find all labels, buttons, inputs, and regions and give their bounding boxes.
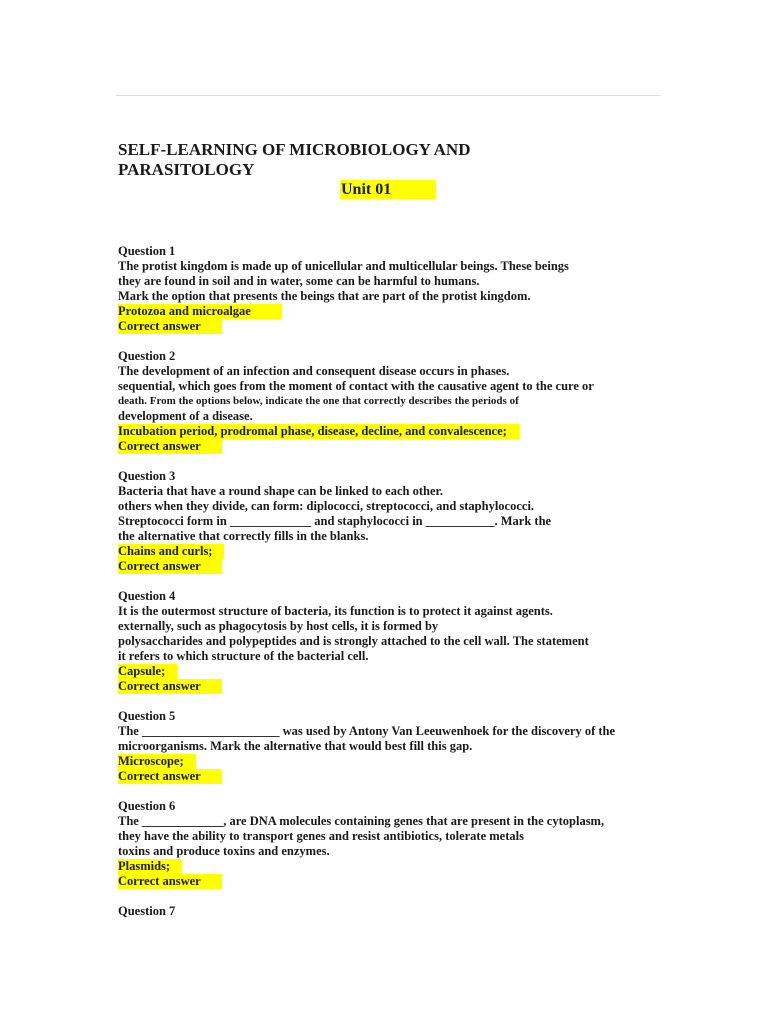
answer-highlight: Protozoa and microalgae [118, 304, 282, 319]
question-text-line: The protist kingdom is made up of unicellular and multicellular beings. These beings [118, 259, 569, 273]
questions-list [118, 244, 658, 934]
answer-highlight: Plasmids; [118, 859, 182, 874]
correct-answer-label: Correct answer [118, 874, 222, 889]
question-3 [118, 469, 658, 574]
document-title [118, 140, 538, 180]
question-text-line: they are found in soil and in water, some can be harmful to humans. [118, 274, 480, 288]
answer-highlight: Microscope; [118, 754, 196, 769]
correct-answer-label: Correct answer [118, 319, 222, 334]
question-text-line: polysaccharides and polypeptides and is strongly attached to the cell wall. The statement [118, 634, 589, 648]
question-6 [118, 799, 658, 889]
question-text-line: externally, such as phagocytosis by host cells, it is formed by [118, 619, 439, 633]
correct-answer-label: Correct answer [118, 769, 222, 784]
question-text-line: Streptococci form in _____________ and staphylococci in ___________. Mark the [118, 514, 552, 528]
question-text-line: Mark the option that presents the beings that are part of the protist kingdom. [118, 289, 531, 303]
question-7 [118, 904, 658, 919]
question-text-line: Bacteria that have a round shape can be linked to each other. [118, 484, 444, 498]
question-text-line: It is the outermost structure of bacteria, its function is to protect it against agents. [118, 604, 553, 618]
question-label: Question 2 [118, 349, 176, 363]
question-text-line: development of a disease. [118, 409, 253, 423]
answer-highlight: Incubation period, prodromal phase, disease, decline, and convalescence; [118, 424, 519, 439]
correct-answer-label: Correct answer [118, 679, 222, 694]
correct-answer-label: Correct answer [118, 439, 222, 454]
question-2 [118, 349, 658, 454]
question-label: Question 7 [118, 904, 176, 918]
correct-answer-label: Correct answer [118, 559, 222, 574]
title-line-2: PARASITOLOGY [118, 160, 255, 179]
question-text-line: microorganisms. Mark the alternative that would best fill this gap. [118, 739, 473, 753]
question-text-line: The _____________, are DNA molecules containing genes that are present in the cytoplasm, [118, 814, 605, 828]
question-text-line: it refers to which structure of the bacterial cell. [118, 649, 369, 663]
question-text-line: sequential, which goes from the moment of contact with the causative agent to the cure or [118, 379, 594, 393]
question-text-line: death. From the options below, indicate the one that correctly describes the periods of [118, 395, 519, 407]
answer-highlight: Capsule; [118, 664, 177, 679]
question-text-line: the alternative that correctly fills in the blanks. [118, 529, 369, 543]
question-label: Question 4 [118, 589, 176, 603]
top-divider [116, 95, 661, 96]
question-5 [118, 709, 658, 784]
unit-heading: Unit 01 [340, 180, 436, 199]
question-label: Question 3 [118, 469, 176, 483]
question-text-line: The development of an infection and consequent disease occurs in phases. [118, 364, 510, 378]
question-label: Question 5 [118, 709, 176, 723]
question-4 [118, 589, 658, 694]
question-text-line: The ______________________ was used by Antony Van Leeuwenhoek for the discovery of the [118, 724, 616, 738]
question-label: Question 6 [118, 799, 176, 813]
question-text-line: others when they divide, can form: diplococci, streptococci, and staphylococci. [118, 499, 535, 513]
question-1 [118, 244, 658, 334]
title-line-1: SELF-LEARNING OF MICROBIOLOGY AND [118, 140, 471, 159]
answer-highlight: Chains and curls; [118, 544, 224, 559]
question-text-line: toxins and produce toxins and enzymes. [118, 844, 330, 858]
question-label: Question 1 [118, 244, 176, 258]
question-text-line: they have the ability to transport genes and resist antibiotics, tolerate metals [118, 829, 524, 843]
